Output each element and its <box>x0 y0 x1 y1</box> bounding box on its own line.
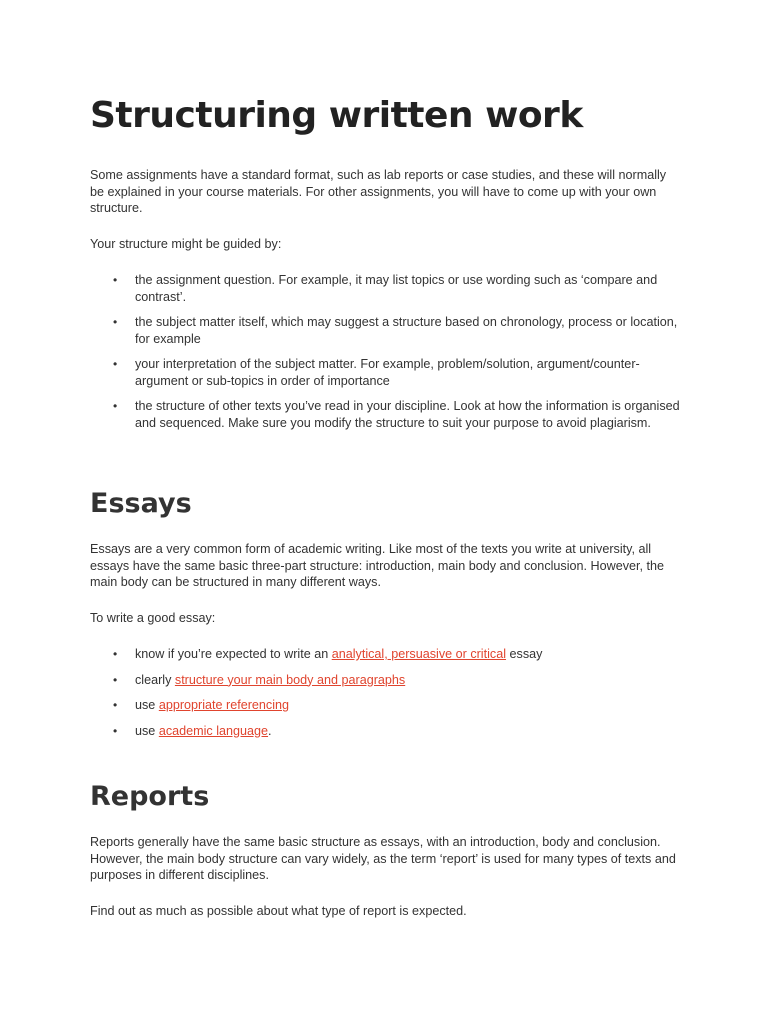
list-item-text: the assignment question. For example, it may list topics or use wording such as ‘compare and contrast’. <box>135 273 658 304</box>
list-item-text: your interpretation of the subject matter. For example, problem/solution, argument/counter-argument or sub-topics in order of importance <box>135 357 640 388</box>
list-item <box>90 398 682 431</box>
reports-paragraph: Reports generally have the same basic structure as essays, with an introduction, body and conclusion. However, the main body structure can vary widely, as the term ‘report’ is used for many types of texts and purposes in different disciplines. <box>90 835 676 882</box>
list-item-text: clearly <box>135 672 175 687</box>
list-item-text: essay <box>506 647 543 661</box>
list-item <box>90 723 682 740</box>
analytical-persuasive-critical-link[interactable]: analytical, persuasive or critical <box>331 647 507 661</box>
bullet-icon: • <box>113 315 118 329</box>
bullet-icon: • <box>113 672 118 687</box>
structure-main-body-link[interactable]: structure your main body and paragraphs <box>174 672 406 687</box>
list-item-text: . <box>268 723 272 738</box>
bullet-icon: • <box>113 698 118 712</box>
guided-list <box>90 272 682 440</box>
list-item-text: the structure of other texts you’ve read in your discipline. Look at how the information is organised and sequenced. Make sure you modify the structure to suit your purpose to avoid plagiarism. <box>135 399 680 430</box>
bullet-icon: • <box>113 647 118 661</box>
list-item <box>90 697 682 714</box>
list-item-text: use <box>135 723 159 738</box>
essays-heading: Essays <box>90 488 192 519</box>
bullet-icon: • <box>113 399 118 413</box>
guided-by-paragraph: Your structure might be guided by: <box>90 237 282 251</box>
list-item <box>90 272 682 305</box>
bullet-icon: • <box>113 273 118 287</box>
intro-paragraph: Some assignments have a standard format, such as lab reports or case studies, and these will normally be explained in your course materials. For other assignments, you will have to come up with your own structure. <box>90 168 667 215</box>
academic-language-link[interactable]: academic language <box>158 723 269 738</box>
page-title: Structuring written work <box>90 95 583 136</box>
list-item <box>90 646 682 663</box>
list-item-text: use <box>135 698 159 712</box>
reports-heading: Reports <box>90 781 210 812</box>
essays-list <box>90 646 682 748</box>
list-item <box>90 672 682 689</box>
list-item <box>90 356 682 389</box>
list-item <box>90 314 682 347</box>
essays-lead: To write a good essay: <box>90 611 216 625</box>
essays-paragraph: Essays are a very common form of academic writing. Like most of the texts you write at university, all essays have the same basic three-part structure: introduction, main body and conclusion. However, the main body can be structured in many different ways. <box>90 542 665 589</box>
list-item-text: know if you’re expected to write an <box>135 647 332 661</box>
list-item-text: the subject matter itself, which may suggest a structure based on chronology, process or location, for example <box>135 315 678 346</box>
appropriate-referencing-link[interactable]: appropriate referencing <box>158 698 290 712</box>
bullet-icon: • <box>113 723 118 738</box>
bullet-icon: • <box>113 357 118 371</box>
reports-paragraph-2: Find out as much as possible about what type of report is expected. <box>90 904 467 918</box>
